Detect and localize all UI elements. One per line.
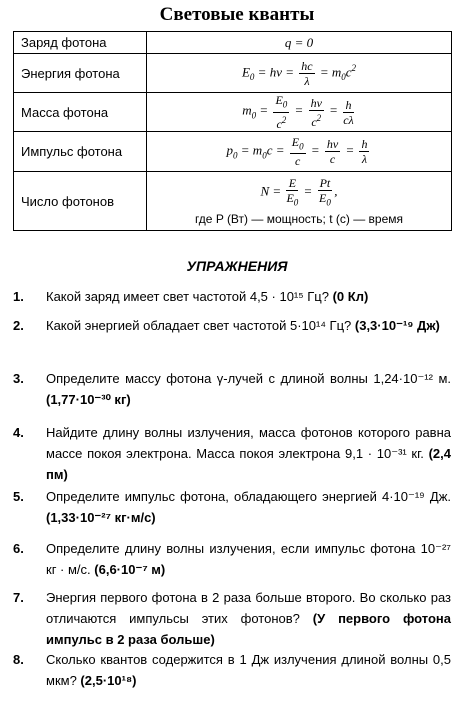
formula-mass: $m_0$ = $\frac{E_0}{c^2}$ = $\frac{h\nu}{c^2}$ = $\frac{h}{c\lambda}$	[147, 93, 452, 132]
exercise-number: 5.	[13, 489, 24, 504]
table-row	[14, 132, 452, 172]
exercise-number: 1.	[13, 289, 24, 304]
exercise-number: 8.	[13, 652, 24, 667]
exercise-answer: (0 Кл)	[332, 289, 369, 304]
exercise-text: Определите длину волны излучения, если импульс фотона 10⁻²⁷ кг · м/с.	[46, 541, 451, 577]
table-row	[14, 172, 452, 231]
exercise-text: Найдите длину волны излучения, масса фотонов которого равна массе покоя электрона. Масса покоя электрона 9,1 · 10⁻³¹ кг.	[46, 425, 451, 461]
exercise-answer: (6,6·10⁻⁷ м)	[94, 562, 166, 577]
exercise-text: Какой заряд имеет свет частотой 4,5 · 10¹⁵ Гц?	[46, 289, 329, 304]
exercise-answer: (2,4 пм)	[46, 446, 451, 482]
exercise-answer: (2,5·10¹⁸)	[80, 673, 137, 688]
formula-name: Энергия фотона	[14, 54, 147, 93]
exercise-text: Определите массу фотона γ-лучей с длиной волны 1,24·10⁻¹² м.	[46, 371, 451, 386]
exercise-item	[13, 315, 451, 336]
exercises-heading: УПРАЖНЕНИЯ	[186, 258, 288, 274]
formula-name: Заряд фотона	[14, 32, 147, 54]
exercise-item	[13, 538, 451, 580]
formula-charge: q = 0	[147, 32, 452, 54]
exercise-item	[13, 649, 451, 691]
table-row	[14, 54, 452, 93]
formula-note: где P (Вт) — мощность; t (с) — время	[194, 211, 404, 226]
exercise-number: 6.	[13, 541, 24, 556]
exercise-item	[13, 422, 451, 485]
exercise-text: Энергия первого фотона в 2 раза больше второго. Во сколько раз отличаются импульсы этих фотонов?	[46, 590, 451, 626]
page-title: Световые кванты	[159, 4, 315, 25]
formula-name: Масса фотона	[14, 93, 147, 132]
table-row	[14, 32, 452, 54]
exercise-text: Какой энергией обладает свет частотой 5·10¹⁴ Гц?	[46, 318, 352, 333]
formula-count: N = $\frac{E}{E_0}$ = $\frac{Pt}{E_0}$ , где P (Вт) — мощность; t (с) — время	[147, 172, 452, 231]
formula-name: Импульс фотона	[14, 132, 147, 172]
exercise-item	[13, 587, 451, 650]
formula-table	[13, 31, 452, 231]
formula-name: Число фотонов	[14, 172, 147, 231]
exercise-number: 3.	[13, 371, 24, 386]
exercise-text: Сколько квантов содержится в 1 Дж излучения длиной волны 0,5 мкм?	[46, 652, 451, 688]
exercise-answer: (1,33·10⁻²⁷ кг·м/с)	[46, 510, 156, 525]
exercise-text: Определите импульс фотона, обладающего энергией 4·10⁻¹⁹ Дж.	[46, 489, 451, 504]
exercise-item	[13, 486, 451, 528]
exercise-item	[13, 286, 451, 307]
formula-energy: $E_0 = h\nu$ = $\frac{hc}{\lambda}$ = $m_0c^2$	[147, 54, 452, 93]
exercise-number: 2.	[13, 318, 24, 333]
exercise-item	[13, 368, 451, 410]
formula-momentum: $p_0 = m_0c$ = $\frac{E_0}{c}$ = $\frac{h\nu}{c}$ = $\frac{h}{\lambda}$	[147, 132, 452, 172]
exercise-answer: (3,3·10⁻¹⁹ Дж)	[354, 318, 440, 333]
exercise-answer: (У первого фотона импульс в 2 раза больше)	[46, 611, 451, 647]
exercise-answer: (1,77·10⁻³⁰ кг)	[46, 392, 131, 407]
exercise-number: 4.	[13, 425, 24, 440]
table-row	[14, 93, 452, 132]
exercise-number: 7.	[13, 590, 24, 605]
